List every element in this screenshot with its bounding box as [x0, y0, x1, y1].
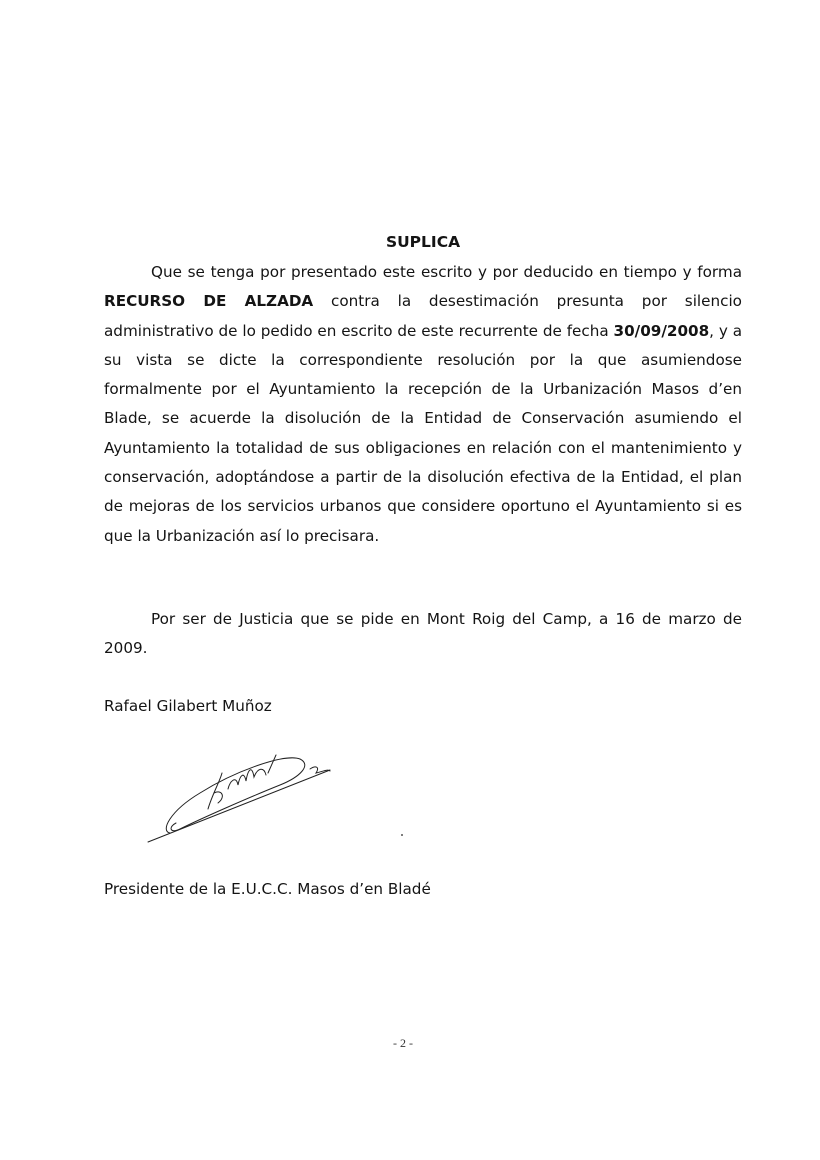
paragraph-text: Que se tenga por presentado este escrito y por deducido en tiempo y forma [151, 263, 742, 281]
paragraph-text: contra la desestimación presunta por silencio administrativo de lo pedido en escrito de este recurrente de fecha [104, 292, 742, 340]
bold-appeal-type: RECURSO DE ALZADA [104, 292, 314, 311]
petition-paragraph [104, 258, 742, 551]
closing-paragraph [104, 605, 742, 664]
signatory-name: Rafael Gilabert Muñoz [104, 697, 272, 715]
section-title: SUPLICA [385, 233, 461, 251]
signature-image [140, 745, 340, 845]
paragraph-text: , y a su vista se dicte la correspondiente resolución por la que asumiendose formalmente por el Ayuntamiento la recepción de la Urbanización Masos d’en Blade, se acuerde la disolución de la Entidad de Conservación asumiendo el Ayuntamiento la totalidad de sus obligaciones en relación con el mantenimiento y conservación, adoptándose a partir de la disolución efectiva de la Entidad, el plan de mejoras de los servicios urbanos que considere oportuno el Ayuntamiento si es que la Urbanización así lo precisara. [104, 321, 743, 545]
page-number: - 2 - [393, 1036, 413, 1050]
signatory-title: Presidente de la E.U.C.C. Masos d’en Bladé [104, 880, 431, 898]
bold-date: 30/09/2008 [613, 321, 710, 340]
stray-mark [401, 834, 403, 836]
closing-text: Por ser de Justicia que se pide en Mont Roig del Camp, a 16 de marzo de 2009. [104, 610, 742, 658]
